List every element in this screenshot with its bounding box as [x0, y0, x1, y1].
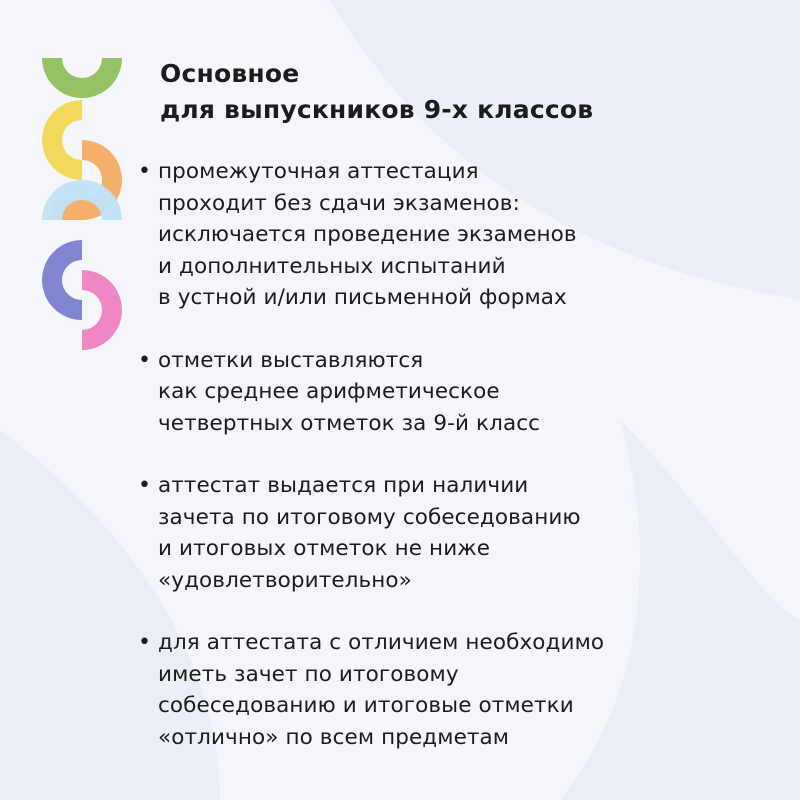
bullet-icon: • [138, 347, 152, 373]
list-item [138, 156, 778, 314]
item-text-line: исключается проведение экзаменов [158, 222, 577, 247]
bullet-icon: • [138, 473, 152, 498]
bullet-list [138, 156, 778, 753]
list-item [138, 627, 778, 753]
title-line-2: для выпускников 9-х классов [160, 95, 594, 124]
item-text-line: «удовлетворительно» [158, 567, 412, 593]
item-text-line: промежуточная аттестация [158, 159, 479, 184]
item-text-line: зачета по итоговому собеседованию [158, 504, 581, 530]
item-text-line: в устной и/или письменной формах [158, 285, 567, 310]
list-item [138, 345, 778, 440]
page-title [160, 56, 593, 128]
item-text-line: иметь зачет по итоговому [158, 661, 459, 687]
item-text-line: аттестат выдается при наличии [158, 473, 529, 498]
item-text-line: для аттестата с отличием необходимо [158, 630, 605, 655]
item-text-line: «отлично» по всем предметам [158, 724, 510, 750]
title-line-1: Основное [160, 59, 300, 88]
item-text-line: как среднее арифметическое [158, 379, 500, 404]
item-text-line: четвертных отметок за 9-й класс [158, 410, 541, 436]
item-text-line: и итоговых отметок не ниже [158, 536, 491, 561]
item-text-line: собеседованию и итоговые отметки [158, 693, 574, 718]
list-item [138, 470, 778, 596]
bullet-icon: • [138, 630, 152, 655]
bullet-icon: • [138, 159, 152, 184]
item-text-line: и дополнительных испытаний [158, 253, 506, 279]
item-text-line: проходит без сдачи экзаменов: [158, 190, 520, 216]
logo-icon [40, 58, 130, 358]
item-text-line: отметки выставляются [158, 347, 424, 373]
